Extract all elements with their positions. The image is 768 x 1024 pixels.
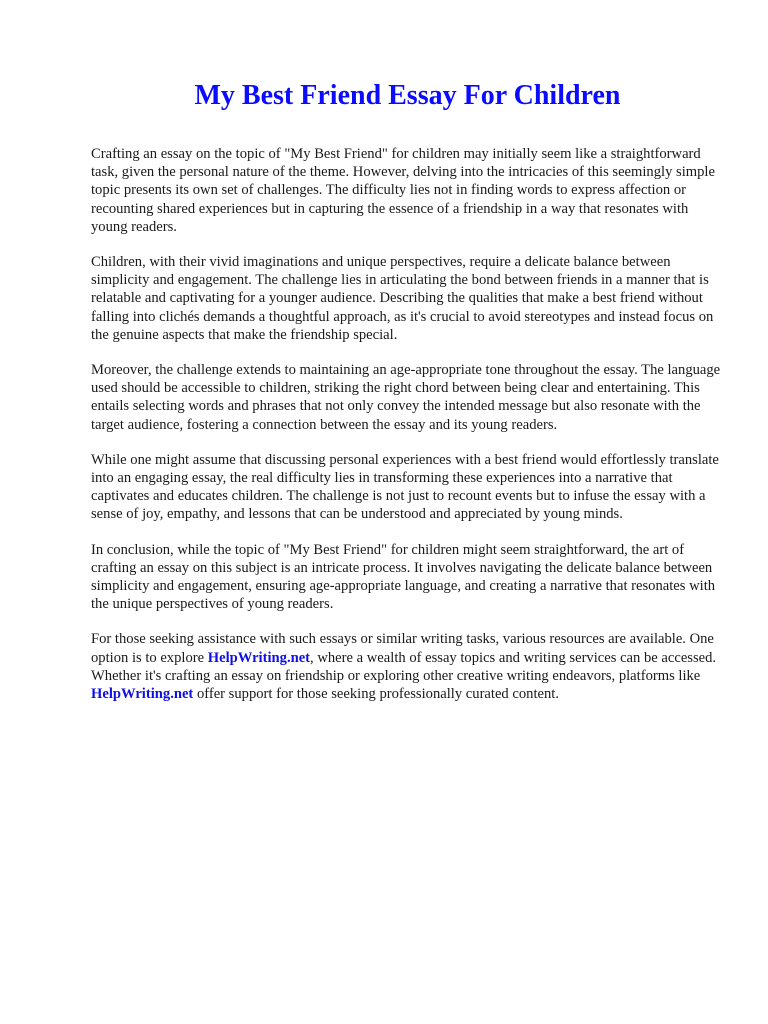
- paragraph-6: [91, 630, 725, 703]
- paragraph-6-text-3: offer support for those seeking professionally curated content.: [193, 686, 559, 703]
- helpwriting-link-2[interactable]: HelpWriting.net: [91, 686, 194, 703]
- paragraph-5: In conclusion, while the topic of "My Best Friend" for children might seem straightforward, the art of crafting an essay on this subject is an intricate process. It involves navigating the delicate balance between simplicity and engagement, ensuring age-appropriate language, and creating a narrative that resonates with the unique perspectives of young readers.: [91, 541, 716, 613]
- paragraph-3: Moreover, the challenge extends to maintaining an age-appropriate tone throughout the essay. The language used should be accessible to children, striking the right chord between being clear and entertaining. This entails selecting words and phrases that not only convey the intended message but also resonate with the target audience, fostering a connection between the essay and its young readers.: [91, 362, 721, 433]
- paragraph-6-text-1: For those seeking assistance with such essays or similar writing tasks, various resources are available. One option is to explore: [91, 631, 714, 666]
- helpwriting-link-1[interactable]: HelpWriting.net: [207, 649, 311, 666]
- paragraph-4: While one might assume that discussing personal experiences with a best friend would effortlessly translate into an engaging essay, the real difficulty lies in transforming these experiences into a narrative that captivates and educates children. The challenge is not just to recount events but to infuse the essay with a sense of joy, empathy, and lessons that can be understood and appreciated by young minds.: [91, 451, 719, 523]
- paragraph-2: Children, with their vivid imaginations and unique perspectives, require a delicate balance between simplicity and engagement. The challenge lies in articulating the bond between friends in a manner that is relatable and captivating for a younger audience. Describing the qualities that make a best friend without falling into clichés demands a thoughtful approach, as it's crucial to avoid stereotypes and instead focus on the genuine aspects that make the friendship special.: [91, 254, 714, 343]
- essay-body: [91, 145, 725, 720]
- paragraph-6-text-2: , where a wealth of essay topics and writing services can be accessed. Whether it's crafting an essay on friendship or exploring other creative writing endeavors, platforms like: [91, 649, 717, 684]
- page-title: My Best Friend Essay For Children: [194, 80, 621, 111]
- paragraph-1: Crafting an essay on the topic of "My Best Friend" for children may initially seem like a straightforward task, given the personal nature of the theme. However, delving into the intricacies of this seemingly simple topic presents its own set of challenges. The difficulty lies not in finding words to express affection or recounting shared experiences but in capturing the essence of a friendship in a way that resonates with young readers.: [91, 146, 715, 235]
